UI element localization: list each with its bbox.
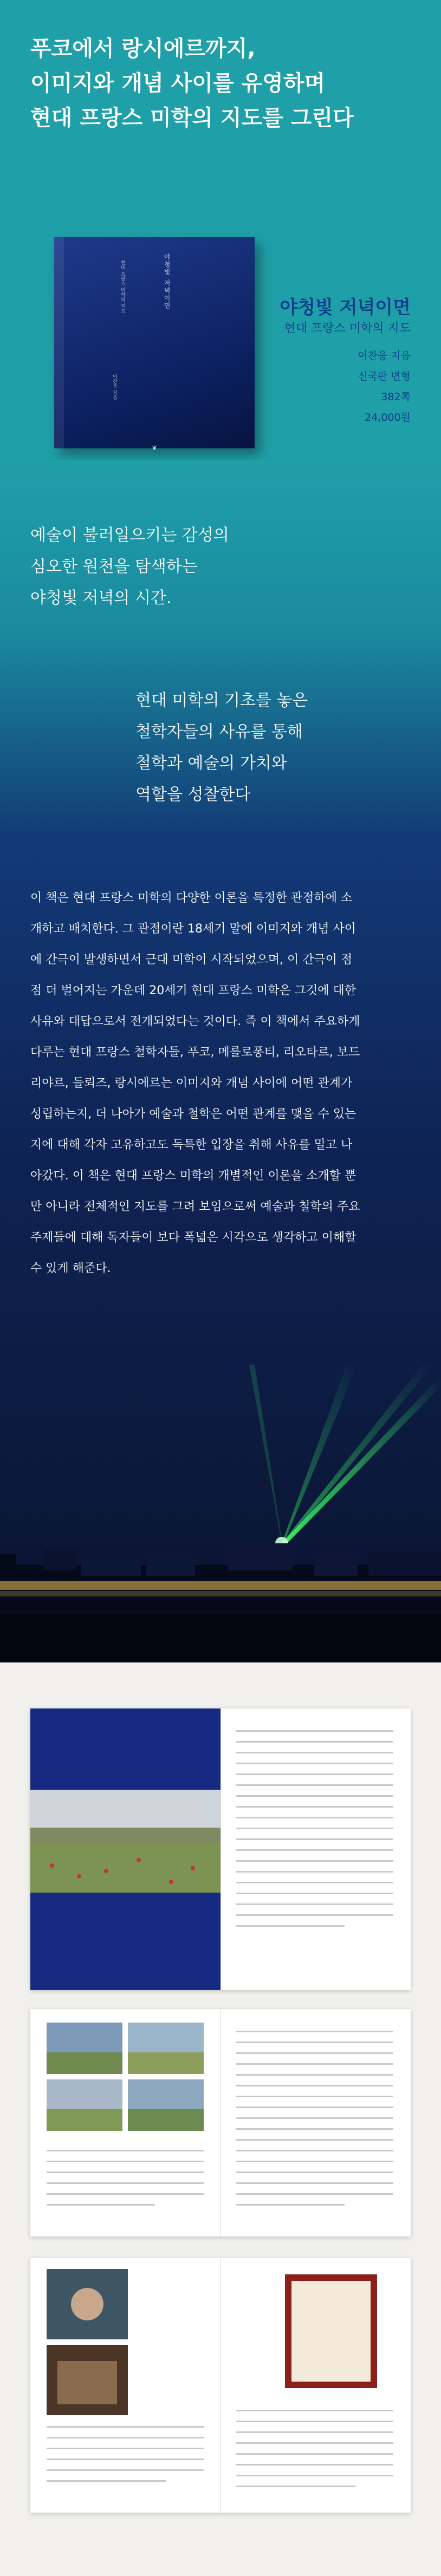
text-line <box>236 1893 393 1894</box>
book-info-format: 신국판 변형 <box>358 370 411 382</box>
page-spread-3 <box>30 2258 411 2513</box>
text-line <box>236 2096 393 2097</box>
text-line <box>236 2074 393 2076</box>
text-line <box>236 1903 393 1905</box>
poppy-field-painting <box>30 1790 220 1893</box>
text-line <box>47 2193 204 2195</box>
headline <box>30 31 354 135</box>
book-info-title: 야청빛 저녁이면 <box>280 297 411 318</box>
text-line <box>236 1860 393 1862</box>
text-line <box>47 2426 204 2428</box>
book-cover-title: 야청빛 저녁이면 <box>163 253 171 310</box>
text-line <box>236 2139 393 2141</box>
classical-paintings <box>47 2269 204 2415</box>
text-line <box>47 2437 204 2438</box>
text-line <box>236 1795 393 1797</box>
text-line <box>236 2204 345 2206</box>
gutter <box>220 1708 221 1990</box>
text-line <box>236 1773 393 1775</box>
text-line <box>236 1882 393 1883</box>
text-line <box>236 2464 393 2466</box>
book-info-price: 24,000원 <box>365 412 411 423</box>
text-line <box>47 2161 204 2162</box>
text-line <box>236 2193 393 2195</box>
text-line <box>236 1752 393 1753</box>
text-line <box>236 1730 393 1732</box>
description-line: 점 더 벌어지는 가운데 20세기 현대 프랑스 미학은 그것에 대한 <box>30 984 356 997</box>
book-cover-subtitle: 현대 프랑스 미학의 지도 <box>120 260 125 314</box>
quote-2-line: 역할을 성찰한다 <box>135 785 251 804</box>
text-line <box>47 2480 166 2482</box>
description-line: 지에 대해 각자 고유하고도 독특한 입장을 취해 사유를 밀고 나 <box>30 1138 353 1152</box>
description-line: 아갔다. 이 책은 현대 프랑스 미학의 개별적인 이론을 소개할 뿐 <box>30 1169 356 1183</box>
quote-2-line: 철학과 예술의 가치와 <box>135 754 287 773</box>
text-line <box>236 2063 393 2065</box>
headline-line-2: 이미지와 개념 사이를 유영하며 <box>30 71 326 96</box>
book-cover-edge <box>54 237 64 448</box>
text-line <box>236 1914 393 1916</box>
quote-1 <box>30 520 229 614</box>
description-line: 성립하는지, 더 나아가 예술과 철학은 어떤 관계를 맺을 수 있는 <box>30 1107 356 1121</box>
text-line <box>236 2031 393 2032</box>
text-line <box>236 1849 393 1851</box>
publisher-logo-icon: ❦ <box>152 444 158 452</box>
text-line <box>236 2182 393 2184</box>
text-line <box>47 2448 204 2449</box>
text-line <box>47 2204 155 2206</box>
text-line <box>236 2475 393 2476</box>
description-line: 만 아니라 전체적인 지도를 그려 보임으로써 예술과 철학의 주요 <box>30 1200 360 1214</box>
text-line <box>236 1784 393 1786</box>
text-line <box>47 2150 204 2151</box>
description-line: 사유와 대답으로서 전개되었다는 것이다. 즉 이 책에서 주요하게 <box>30 1015 360 1028</box>
book-info <box>280 296 411 428</box>
description-line: 주제들에 대해 독자들이 보다 폭넓은 시각으로 생각하고 이해할 <box>30 1231 356 1244</box>
text-line <box>236 2161 393 2162</box>
text-line <box>236 2150 393 2151</box>
quote-1-line: 야청빛 저녁의 시간. <box>30 589 172 608</box>
headline-line-3: 현대 프랑스 미학의 지도를 그린다 <box>30 106 354 131</box>
gutter <box>220 2258 221 2513</box>
text-line <box>236 1838 393 1840</box>
gutter <box>220 2009 221 2236</box>
text-line <box>47 2458 204 2460</box>
text-line <box>236 2442 393 2444</box>
text-line <box>236 2453 393 2455</box>
text-line <box>236 2042 393 2043</box>
text-line <box>47 2469 204 2471</box>
text-line <box>236 1925 345 1927</box>
book-description <box>30 883 411 1284</box>
description-line: 다루는 현대 프랑스 철학자들, 푸코, 메를로퐁티, 리오타르, 보드 <box>30 1046 360 1059</box>
text-line <box>236 1828 393 1829</box>
page-spread-2 <box>30 2009 411 2236</box>
text-line <box>236 2085 393 2086</box>
description-line: 이 책은 현대 프랑스 미학의 다양한 이론을 특정한 관점하에 소 <box>30 891 353 905</box>
text-line <box>236 1806 393 1808</box>
quote-1-line: 예술이 불러일으키는 감성의 <box>30 526 229 545</box>
quote-2-line: 현대 미학의 기초를 놓은 <box>135 691 308 710</box>
book-info-pages: 382쪽 <box>381 391 411 403</box>
text-line <box>236 2128 393 2130</box>
text-line <box>236 1871 393 1873</box>
text-line <box>236 1817 393 1818</box>
text-line <box>236 2052 393 2054</box>
text-line <box>236 2107 393 2108</box>
text-line <box>236 2117 393 2119</box>
headline-line-1: 푸코에서 랑시에르까지, <box>30 36 256 61</box>
description-line: 리야르, 들뢰즈, 랑시에르는 이미지와 개념 사이에 어떤 관계가 <box>30 1077 353 1090</box>
text-line <box>236 2410 393 2411</box>
page-spread-1 <box>30 1708 411 1990</box>
quote-2-line: 철학자들의 사유를 통해 <box>135 722 303 741</box>
text-line <box>236 2431 393 2433</box>
book-info-meta <box>280 345 411 428</box>
description-line: 수 있게 해준다. <box>30 1262 111 1275</box>
text-line <box>47 2182 204 2184</box>
book-cover <box>54 237 255 448</box>
text-line <box>236 2486 355 2487</box>
landscape-paintings <box>47 2023 204 2131</box>
text-line <box>47 2171 204 2173</box>
text-line <box>236 1741 393 1743</box>
description-line: 개하고 배치한다. 그 관점이란 18세기 말에 이미지와 개념 사이 <box>30 922 356 936</box>
book-info-subtitle: 현대 프랑스 미학의 지도 <box>284 322 411 335</box>
quote-1-line: 심오한 원천을 탐색하는 <box>30 557 198 576</box>
text-line <box>236 2421 393 2422</box>
book-cover-author: 이찬웅 지음 <box>112 374 117 400</box>
text-line <box>236 2171 393 2173</box>
quote-2 <box>135 685 308 811</box>
book-info-author: 이찬웅 지음 <box>358 350 411 362</box>
text-line <box>236 1763 393 1764</box>
description-line: 에 간극이 발생하면서 근대 미학이 시작되었으며, 이 간극이 점 <box>30 953 353 967</box>
document-photo <box>285 2274 377 2388</box>
palace-skyline-illustration <box>0 1532 441 1662</box>
